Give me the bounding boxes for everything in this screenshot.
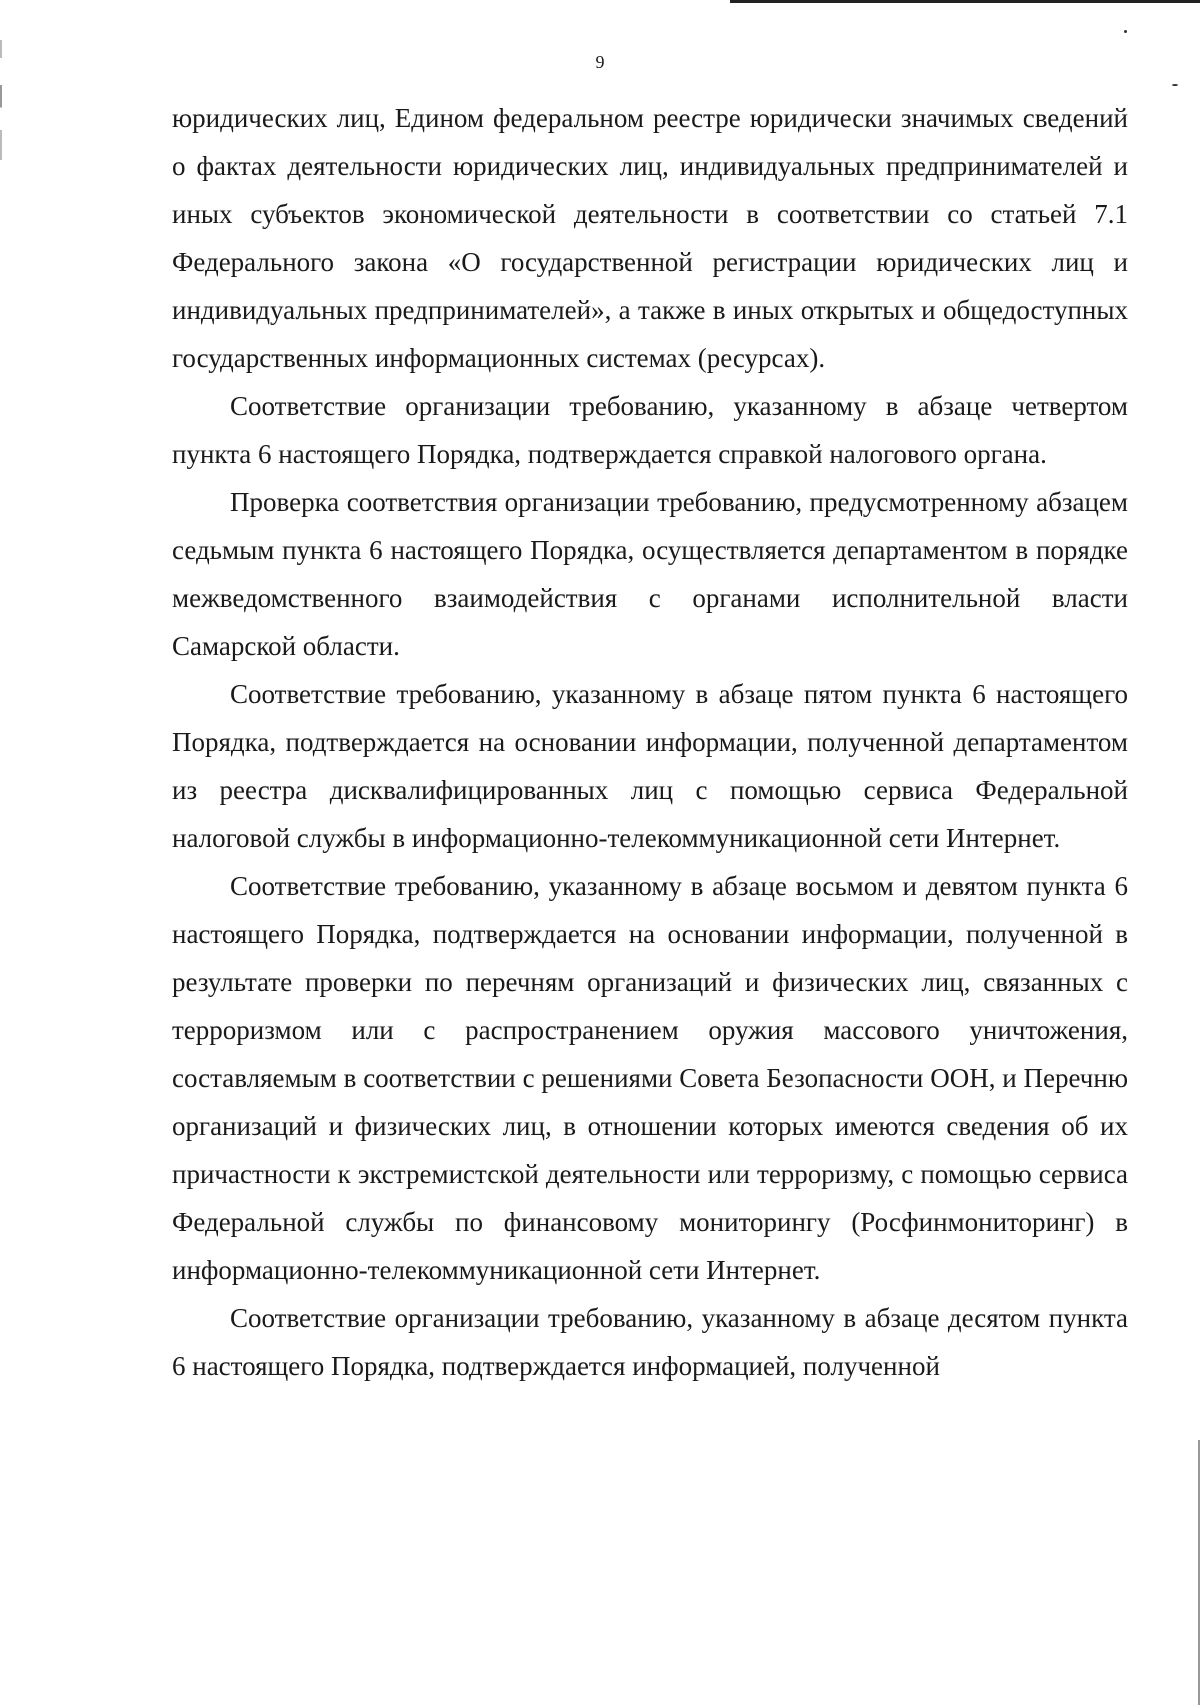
paragraph: Соответствие требованию, указанному в абзаце восьмом и девятом пункта 6 настоящего Порядка, подтверждается на основании информации, полученной в результате проверки по перечням организаций и физических лиц, связанных с терроризмом или с распространением оружия массового уничтожения, составляемым в соответствии с решениями Совета Безопасности ООН, и Перечню организаций и физических лиц, в отношении которых имеются сведения об их причастности к экстремистской деятельности или терроризму, с помощью сервиса Федеральной службы по финансовому мониторингу (Росфинмониторинг) в информационно-телекоммуникационной сети Интернет. <box>172 871 1128 1285</box>
paragraph: Проверка соответствия организации требованию, предусмотренному абзацем седьмым пункта 6 настоящего Порядка, осуществляется департаментом в порядке межведомственного взаимодействия с органами исполнительной власти Самарской области. <box>172 487 1128 661</box>
paragraph: Соответствие организации требованию, указанному в абзаце десятом пункта 6 настоящего Порядка, подтверждается информацией, полученной <box>172 1303 1128 1381</box>
scan-top-rule <box>730 0 1200 3</box>
paragraph: Соответствие требованию, указанному в абзаце пятом пункта 6 настоящего Порядка, подтверждается на основании информации, полученной департаментом из реестра дисквалифицированных лиц с помощью сервиса Федеральной налоговой службы в информационно-телекоммуникационной сети Интернет. <box>172 679 1128 853</box>
document-body <box>172 94 1128 1390</box>
page-number: 9 <box>595 52 605 72</box>
paragraph-continued: юридических лиц, Едином федеральном реестре юридически значимых сведений о фактах деятельности юридических лиц, индивидуальных предпринимателей и иных субъектов экономической деятельности в соответствии со статьей 7.1 Федерального закона «О государственной регистрации юридических лиц и индивидуальных предпринимателей», а также в иных открытых и общедоступных государственных информационных системах (ресурсах). <box>172 103 1128 373</box>
scan-speck <box>1172 84 1178 86</box>
paragraph: Соответствие организации требованию, указанному в абзаце четвертом пункта 6 настоящего Порядка, подтверждается справкой налогового органа. <box>172 391 1128 469</box>
scan-speck <box>1124 30 1127 33</box>
